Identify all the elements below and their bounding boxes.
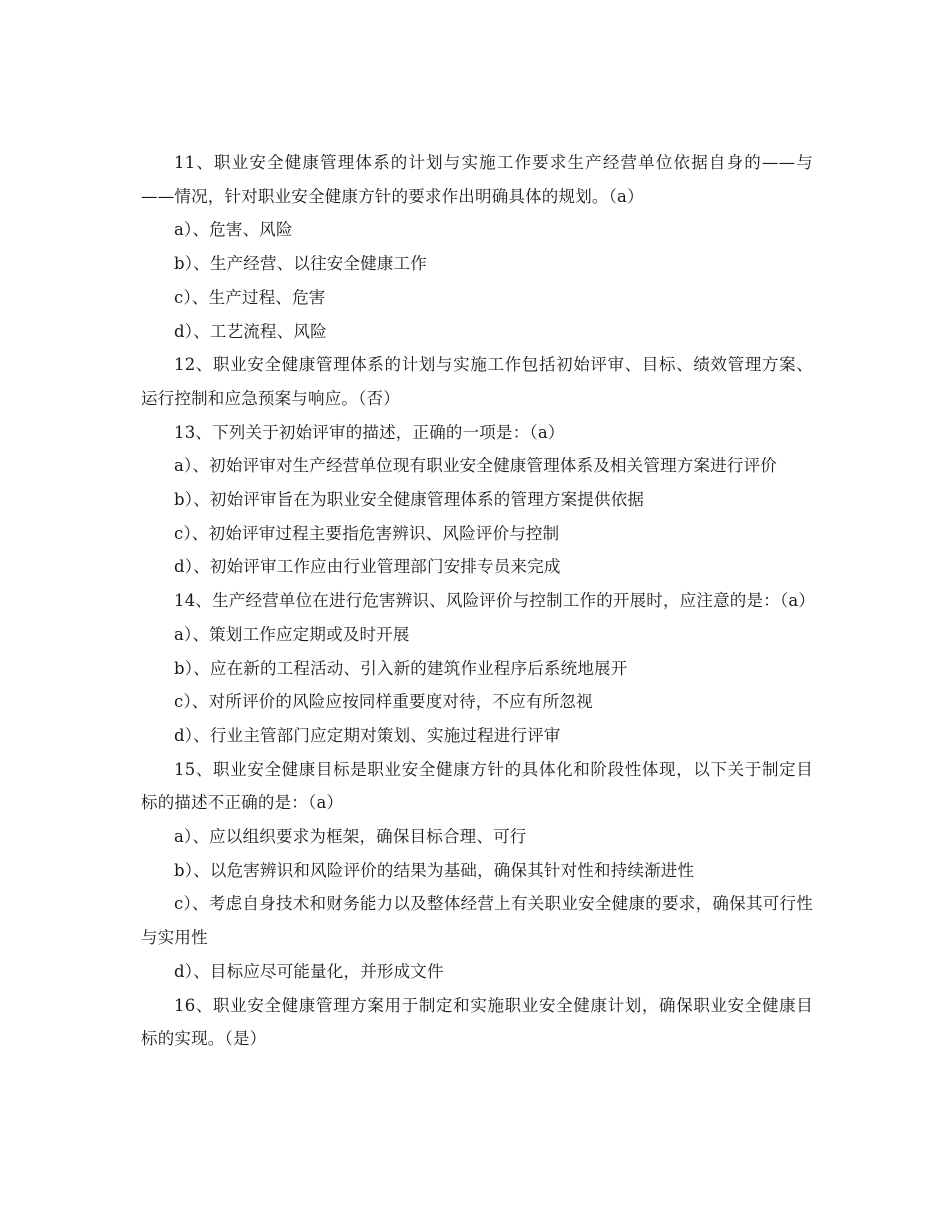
option-13-c: c）、初始评审过程主要指危害辨识、风险评价与控制 [174, 523, 560, 543]
option-11-c: c）、生产过程、危害 [174, 287, 326, 307]
option-11-a: a）、危害、风险 [174, 220, 293, 240]
option-15-a: a）、应以组织要求为框架，确保目标合理、可行 [174, 827, 527, 847]
question-15: 15、职业安全健康目标是职业安全健康方针的具体化和阶段性体现，以下关于制定目标的描述不正确的是：（a） [141, 759, 813, 813]
option-14-d: d）、行业主管部门应定期对策划、实施过程进行评审 [174, 725, 561, 745]
question-13: 13、下列关于初始评审的描述，正确的一项是：（a） [174, 422, 565, 442]
question-11: 11、职业安全健康管理体系的计划与实施工作要求生产经营单位依据自身的——与——情况，针对职业安全健康方针的要求作出明确具体的规划。（a） [141, 153, 813, 206]
question-12: 12、职业安全健康管理体系的计划与实施工作包括初始评审、目标、绩效管理方案、运行控制和应急预案与响应。（否） [141, 355, 813, 408]
option-11-b: b）、生产经营、以往安全健康工作 [174, 254, 428, 274]
option-15-d: d）、目标应尽可能量化，并形成文件 [174, 961, 444, 981]
option-11-d: d）、工艺流程、风险 [174, 321, 327, 341]
option-13-b: b）、初始评审旨在为职业安全健康管理体系的管理方案提供依据 [174, 490, 645, 510]
option-14-b: b）、应在新的工程活动、引入新的建筑作业程序后系统地展开 [174, 658, 628, 678]
question-14: 14、生产经营单位在进行危害辨识、风险评价与控制工作的开展时，应注意的是：（a） [174, 591, 816, 611]
option-14-c: c）、对所评价的风险应按同样重要度对待，不应有所忽视 [174, 692, 593, 712]
option-13-a: a）、初始评审对生产经营单位现有职业安全健康管理体系及相关管理方案进行评价 [174, 456, 777, 476]
option-15-c: c）、考虑自身技术和财务能力以及整体经营上有关职业安全健康的要求，确保其可行性与实用性 [141, 894, 813, 948]
option-15-b: b）、以危害辨识和风险评价的结果为基础，确保其针对性和持续渐进性 [174, 860, 695, 880]
option-14-a: a）、策划工作应定期或及时开展 [174, 624, 410, 644]
question-16: 16、职业安全健康管理方案用于制定和实施职业安全健康计划，确保职业安全健康目标的实现。（是） [141, 995, 813, 1049]
document-body [141, 146, 816, 1056]
option-13-d: d）、初始评审工作应由行业管理部门安排专员来完成 [174, 557, 561, 577]
